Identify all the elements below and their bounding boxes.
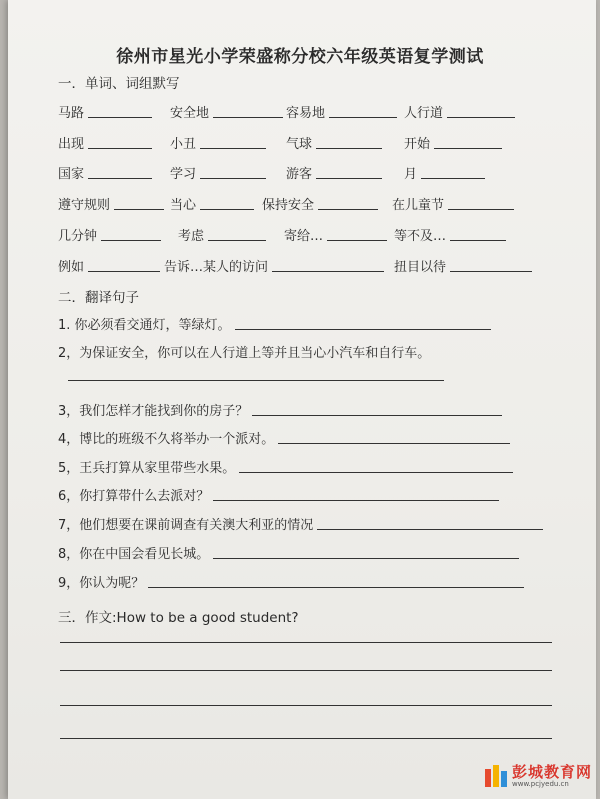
essay-line[interactable] [60,670,552,671]
answer-blank[interactable] [316,147,382,149]
answer-blank[interactable] [235,328,491,330]
vocab-item: 国家 [58,163,152,182]
answer-blank[interactable] [148,586,524,588]
essay-line[interactable] [60,738,552,739]
translation-item: 2，为保证安全，你可以在人行道上等并且当心小汽车和自行车。 [58,346,431,361]
answer-blank[interactable] [434,147,502,149]
answer-blank[interactable] [317,528,543,530]
watermark-url: www.pcjyedu.cn [512,780,569,788]
vocab-item: 寄给… [284,225,387,244]
answer-blank[interactable] [447,116,515,118]
translation-item: 4，博比的班级不久将举办一个派对。 [58,428,510,447]
answer-blank[interactable] [88,177,152,179]
vocab-item: 马路 [58,102,152,121]
vocab-item: 遵守规则 [58,194,164,213]
answer-blank[interactable] [272,270,384,272]
translation-item: 9，你认为呢？ [58,572,524,591]
answer-blank[interactable] [88,270,160,272]
essay-line[interactable] [60,705,552,706]
answer-blank[interactable] [450,270,532,272]
essay-line[interactable] [60,642,552,643]
answer-blank[interactable] [213,116,283,118]
vocab-item: 在儿童节 [392,194,514,213]
answer-blank[interactable] [213,499,499,501]
answer-blank[interactable] [239,471,513,473]
answer-blank[interactable] [421,177,485,179]
vocab-item: 例如 [58,256,160,275]
vocab-item: 扭目以待 [394,256,532,275]
vocab-item: 人行道 [404,102,515,121]
vocab-item: 考虑 [178,225,266,244]
answer-blank[interactable] [329,116,397,118]
section-3-heading: 三．作文:How to be a good student? [58,610,299,626]
answer-blank[interactable] [88,147,152,149]
translation-item: 6，你打算带什么去派对？ [58,485,499,504]
vocab-item: 学习 [170,163,266,182]
translation-item: 5，王兵打算从家里带些水果。 [58,457,513,476]
answer-blank[interactable] [316,177,382,179]
answer-blank[interactable] [278,442,510,444]
vocab-item: 告诉…某人的访问 [164,256,384,275]
answer-blank[interactable] [68,380,444,381]
translation-item: 3，我们怎样才能找到你的房子？ [58,400,502,419]
watermark-name: 彭城教育网 [512,763,593,781]
answer-blank[interactable] [88,116,152,118]
vocab-item: 等不及… [394,225,506,244]
vocab-item: 安全地 [170,102,283,121]
vocab-item: 月 [404,163,485,182]
answer-blank[interactable] [252,414,502,416]
vocab-item: 开始 [404,133,502,152]
answer-blank[interactable] [114,208,164,210]
translation-item: 1. 你必须看交通灯，等绿灯。 [58,314,491,333]
answer-blank[interactable] [213,557,519,559]
section-2-heading: 二．翻译句子 [58,290,139,306]
translation-item: 7，他们想要在课前调查有关澳大利亚的情况 [58,514,543,533]
answer-blank[interactable] [450,239,506,241]
vocab-item: 当心 [170,194,254,213]
answer-blank[interactable] [200,177,266,179]
answer-blank[interactable] [200,147,266,149]
answer-blank[interactable] [200,208,254,210]
vocab-item: 容易地 [286,102,397,121]
watermark-logo [482,759,592,793]
translation-item: 8，你在中国会看见长城。 [58,543,519,562]
answer-blank[interactable] [101,239,161,241]
vocab-item: 几分钟 [58,225,161,244]
section-1-heading: 一．单词、词组默写 [58,76,180,92]
answer-blank[interactable] [448,208,514,210]
answer-blank[interactable] [318,208,378,210]
book-icon [484,763,508,789]
answer-blank[interactable] [208,239,266,241]
answer-blank[interactable] [327,239,387,241]
vocab-item: 游客 [286,163,382,182]
vocab-item: 出现 [58,133,152,152]
vocab-item: 保持安全 [262,194,378,213]
vocab-item: 小丑 [170,133,266,152]
vocab-item: 气球 [286,133,382,152]
page-title: 徐州市星光小学荣盛称分校六年级英语复学测试 [116,47,484,67]
